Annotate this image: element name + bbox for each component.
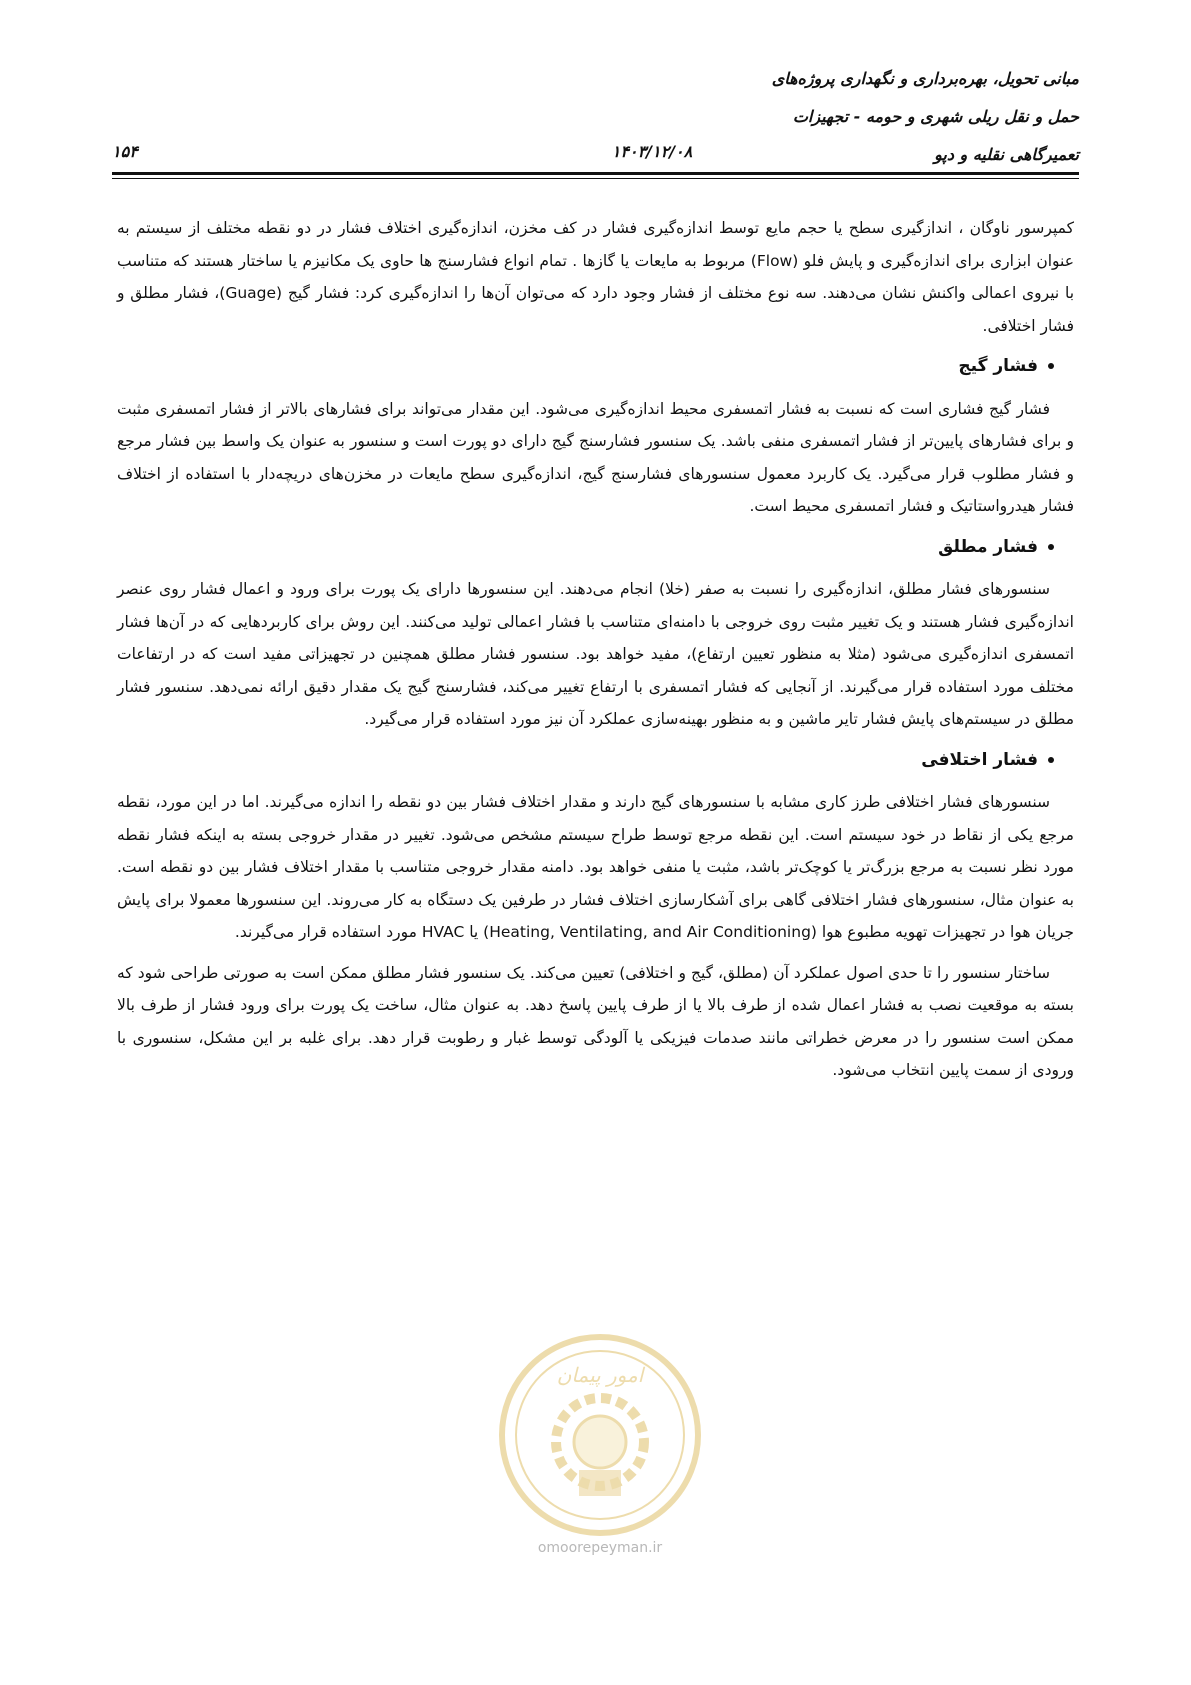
- page-body: [117, 212, 1074, 1095]
- header-rule-thin: [112, 178, 1079, 179]
- intro-paragraph: کمپرسور ناوگان ، اندازگیری سطح یا حجم مایع توسط اندازه‌گیری فشار در کف مخزن، اندازه‌گیری اختلاف فشار در دو نقطه مختلف از سیستم به عنوان ابزاری برای اندازه‌گیری و پایش فلو (Flow) مربوط به مایعات یا گازها . تمام انواع فشارسنج ها حاوی یک مکانیزم یا ساختار هستند که متناسب با نیروی اعمالی واکنش نشان می‌دهند. سه نوع مختلف از فشار وجود دارد که می‌توان آن‌ها را اندازه‌گیری کرد: فشار گیج (Guage)، فشار مطلق و فشار اختلافی.: [117, 219, 1075, 335]
- watermark-url: omoorepeyman.ir: [537, 1540, 663, 1556]
- absolute-paragraph: سنسورهای فشار مطلق، اندازه‌گیری را نسبت به صفر (خلا) انجام می‌دهند. این سنسورها دارای یک پورت برای ورود و اعمال فشار روی عنصر اندازه‌گیری فشار هستند و یک تغییر مثبت روی خروجی با دامنه‌ای متناسب با فشار اعمالی تولید می‌کنند. این روش برای کاربردهایی که در آن‌ها فشار اتمسفری اندازه‌گیری می‌شود (مثلا به منظور تعیین ارتفاع)، مفید خواهد بود. سنسور فشار مطلق همچنین در تجهیزاتی مفید است که در ارتفاعات مختلف مورد استفاده قرار می‌گیرند. از آنجایی که فشار اتمسفری با ارتفاع تغییر می‌کند، فشارسنج گیج یک مقدار دقیق ارائه نمی‌دهد. سنسور فشار مطلق در سیستم‌های پایش فشار تایر ماشین و به منظور بهینه‌سازی عملکرد آن نیز مورد استفاده قرار می‌گیرد.: [117, 580, 1074, 728]
- structure-paragraph: ساختار سنسور را تا حدی اصول عملکرد آن (مطلق، گیج و اختلافی) تعیین می‌کند. یک سنسور فشار مطلق ممکن است به صورتی طراحی شود که بسته به موقعیت نصب به فشار اعمال شده از طرف بالا یا از طرف پایین پاسخ دهد. به عنوان مثال، ساخت یک پورت برای ورود فشار از طرف بالا ممکن است سنسور را در معرض خطراتی مانند صدمات فیزیکی یا آلودگی توسط غبار و رطوبت قرار دهد. برای غلبه بر این مشکل، سنسوری با ورودی از سمت پایین انتخاب می‌شود.: [117, 963, 1074, 1079]
- document-title-line-1: مبانی تحویل، بهره‌برداری و نگهداری پروژه‌های: [771, 69, 1079, 88]
- page-number: ۱۵۴: [112, 142, 138, 161]
- watermark-logo-icon: [495, 1330, 705, 1540]
- section-heading-differential: [117, 744, 1074, 777]
- document-title-line-3: تعمیرگاهی نقلیه و دپو: [934, 145, 1079, 164]
- section-heading-differential-text: فشار اختلافی: [921, 749, 1038, 770]
- section-heading-gauge-text: فشار گیج: [958, 356, 1038, 376]
- differential-paragraph: سنسورهای فشار اختلافی طرز کاری مشابه با سنسورهای گیج دارند و مقدار اختلاف فشار بین دو نقطه را اندازه می‌گیرند. اما در این مورد، نقطه مرجع یکی از نقاط در خود سیستم است. این نقطه مرجع توسط طراح سیستم مشخص می‌شود. تغییر در مقدار خروجی بسته به اینکه فشار نقطه مورد نظر نسبت به مرجع بزرگ‌تر یا کوچک‌تر باشد، مثبت یا منفی خواهد بود. دامنه مقدار خروجی متناسب با مقدار اختلاف فشار بین دو نقطه است. به عنوان مثال، سنسورهای فشار اختلافی گاهی برای آشکارسازی اختلاف فشار در طرفین یک دستگاه به کار می‌روند. این سنسورها معمولا برای پایش جریان هوا در تجهیزات تهویه مطبوع هوا (Heating, Ventilating, and Air Conditioning) یا HVAC مورد استفاده قرار می‌گیرند.: [117, 793, 1074, 941]
- bullet-icon: [1048, 363, 1054, 369]
- header-rule-thick: [112, 172, 1079, 175]
- section-heading-absolute: [117, 531, 1074, 564]
- document-date: ۱۴۰۳/۱۲/۰۸: [611, 142, 693, 161]
- bullet-icon: [1048, 544, 1054, 550]
- page-header: [112, 60, 1079, 172]
- section-heading-absolute-text: فشار مطلق: [938, 536, 1038, 557]
- watermark-logo-text: امور پیمان: [556, 1363, 644, 1387]
- gauge-paragraph: فشار گیج فشاری است که نسبت به فشار اتمسفری محیط اندازه‌گیری می‌شود. این مقدار می‌تواند برای فشارهای بالاتر از فشار اتمسفری مثبت و برای فشارهای پایین‌تر از فشار اتمسفری منفی باشد. یک سنسور فشارسنج گیج دارای دو پورت است و سنسور به عنوان یک واسط بین فشار مرجع و فشار مطلوب قرار می‌گیرد. یک کاربرد معمول سنسورهای فشارسنج گیج، اندازه‌گیری سطح مایعات در مخزن‌های دریچه‌دار با استفاده از اختلاف فشار هیدرواستاتیک و فشار اتمسفری محیط است.: [117, 399, 1074, 515]
- section-heading-gauge: [117, 350, 1074, 383]
- document-title-line-2: حمل و نقل ریلی شهری و حومه - تجهیزات: [792, 107, 1079, 126]
- bullet-icon: [1048, 757, 1054, 763]
